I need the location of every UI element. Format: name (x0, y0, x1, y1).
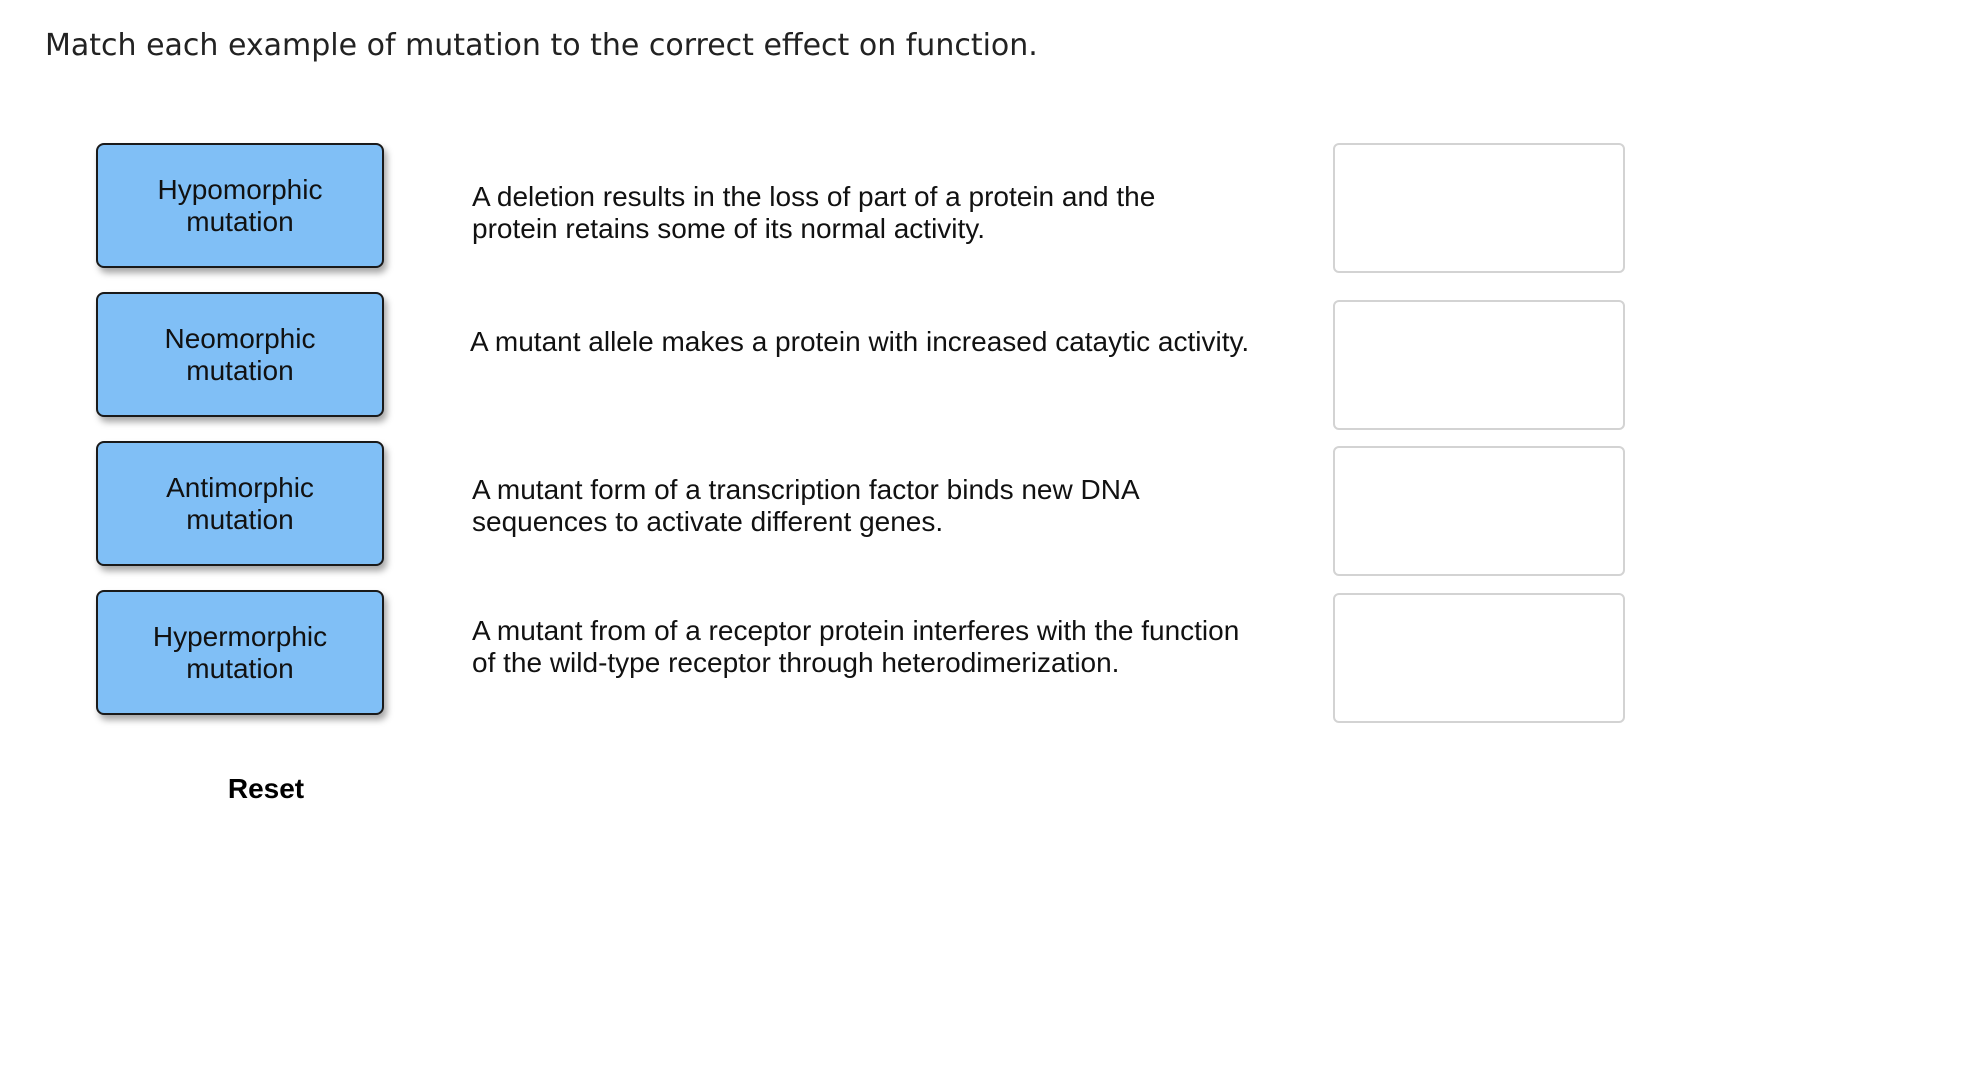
choice-antimorphic[interactable] (96, 441, 384, 566)
description-row (472, 582, 1312, 712)
drop-target-4[interactable] (1333, 593, 1625, 723)
choice-neomorphic[interactable] (96, 292, 384, 417)
choice-label: Neomorphic mutation (164, 322, 316, 386)
drop-target-1[interactable] (1333, 143, 1625, 273)
drop-target-2[interactable] (1333, 300, 1625, 430)
description-text: A mutant from of a receptor protein interferes with the function of the wild-type receptor through heterodimerization. (472, 615, 1240, 678)
choice-label: Antimorphic mutation (166, 471, 314, 535)
description-row (470, 277, 1310, 407)
drop-target-3[interactable] (1333, 446, 1625, 576)
choice-hypermorphic[interactable] (96, 590, 384, 715)
choice-hypomorphic[interactable] (96, 143, 384, 268)
description-text: A mutant form of a transcription factor binds new DNA sequences to activate different genes. (472, 474, 1140, 537)
reset-button[interactable]: Reset (210, 773, 322, 805)
choice-label: Hypermorphic mutation (152, 620, 328, 684)
description-row (472, 441, 1312, 571)
instruction-text: Match each example of mutation to the correct effect on function. (45, 28, 1038, 63)
description-row (472, 148, 1312, 278)
description-text: A deletion results in the loss of part of a protein and the protein retains some of its normal activity. (472, 181, 1156, 244)
choice-label: Hypomorphic mutation (157, 173, 323, 237)
description-text: A mutant allele makes a protein with increased cataytic activity. (470, 326, 1250, 357)
